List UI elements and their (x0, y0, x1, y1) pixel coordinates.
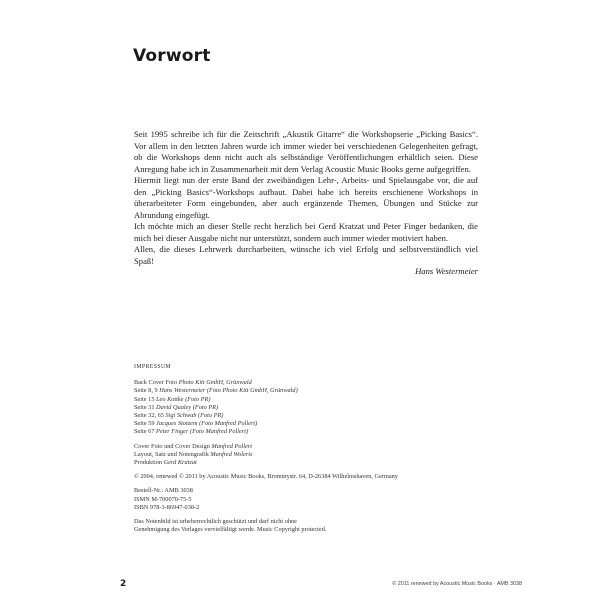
legal-notice (134, 518, 494, 534)
credit-line (134, 451, 494, 459)
credit-label: Seite 15 (134, 395, 155, 403)
credit-value: Jacques Stotzem (Foto Manfred Pollert) (156, 420, 258, 428)
page-title: Vorwort (133, 46, 211, 66)
footer-copyright: © 2011 renewed by Acoustic Music Books · AMB 3038 (392, 581, 522, 587)
preface-text (134, 129, 478, 267)
production-credits (134, 443, 494, 468)
isbn-line: ISBN 978-3-86947-038-2 (134, 503, 200, 511)
credit-line (134, 443, 494, 451)
author-signature: Hans Westermeier (415, 266, 478, 276)
credit-label: Back Cover Foto (134, 379, 178, 387)
credit-label: Seite 67 (134, 428, 155, 436)
copyright-line: © 2004, renewed © 2011 by Acoustic Music Books, Brommystr. 64, D-26384 Wilhelmshaven, Germany (134, 473, 398, 481)
credit-value: Gerd Kratzat (163, 459, 197, 467)
credit-label: Seite 59 (134, 420, 155, 428)
impressum (134, 363, 494, 540)
credit-line (134, 412, 494, 420)
credit-value: Leo Kottke (Foto PR) (156, 395, 211, 403)
credit-label: Seite 31 (134, 403, 155, 411)
credit-value: Peter Finger (Foto Manfred Pollert) (156, 428, 249, 436)
legal-line: Das Notenbild ist urheberrechtlich geschützt und darf nicht ohne (134, 518, 297, 526)
credit-line (134, 404, 494, 412)
impressum-heading: IMPRESSUM (134, 364, 172, 370)
credit-line (134, 420, 494, 428)
ismn-line: ISMN M-700070-75-5 (134, 495, 192, 503)
credit-line (134, 428, 494, 436)
order-numbers (134, 487, 494, 512)
credit-label: Layout, Satz und Notengrafik (134, 450, 209, 458)
credit-line (134, 459, 494, 467)
credit-value: Sigi Schwab (Foto PR) (165, 412, 224, 420)
page-number: 2 (120, 579, 127, 589)
credit-line (134, 396, 494, 404)
legal-line: Genehmigung des Verlages vervielfältigt werde. Music Copyright protected. (134, 526, 327, 534)
preface-paragraph: Ich möchte mich an dieser Stelle recht herzlich bei Gerd Kratzat und Peter Finger bedanken, die mich bei dieser Ausgabe nicht nur unterstützt, sondern auch immer wieder motiviert haben. (134, 221, 478, 243)
credit-value: Hans Westermeier (Foto Photo Kitt GmbH, Grünwald) (159, 387, 298, 395)
preface-paragraph: Seit 1995 schreibe ich für die Zeitschrift „Akustik Gitarre“ die Workshopserie „Picking Basics“. Vor allem in den letzten Jahren wurde ich immer wieder bei verschiedenen Gelegenheiten gefragt, ob die Workshops denn nicht auch als selbständige Veröffentlichungen erhältlich seien. Diese Anregung habe ich in Zusammenarbeit mit dem Verlag Acoustic Music Books gerne aufgegriffen. (134, 129, 478, 174)
preface-paragraph: Hiermit liegt nun der erste Band der zweibändigen Lehr-, Arbeits- und Spielausgabe vor, die auf den „Picking Basics“-Workshops aufbaut. Dabei habe ich bereits erschienene Workshops in überarbeiteter Form eingebunden, aber auch ergänzende Themen, Übungen und Stücke zur Abrundung eingefügt. (134, 175, 478, 220)
credit-line (134, 379, 494, 387)
credit-value: Manfred Woleris (210, 450, 253, 458)
credit-label: Cover Foto und Cover Design (134, 442, 210, 450)
credit-label: Produktion (134, 459, 162, 467)
photo-credits (134, 379, 494, 436)
credit-value: Photo Kitt GmbH, Grünwald (178, 379, 252, 387)
credit-label: Seite 8, 9 (134, 387, 158, 395)
order-number-line: Bestell-Nr.: AMB 3038 (134, 487, 193, 495)
preface-paragraph: Allen, die dieses Lehrwerk durcharbeiten, wünsche ich viel Erfolg und selbstverständlich viel Spaß! (134, 244, 478, 266)
copyright-notice (134, 473, 494, 481)
credit-label: Seite 32, 65 (134, 412, 164, 420)
credit-line (134, 387, 494, 395)
credit-value: David Qualey (Foto PR) (156, 403, 219, 411)
credit-value: Manfred Pollert (211, 442, 253, 450)
